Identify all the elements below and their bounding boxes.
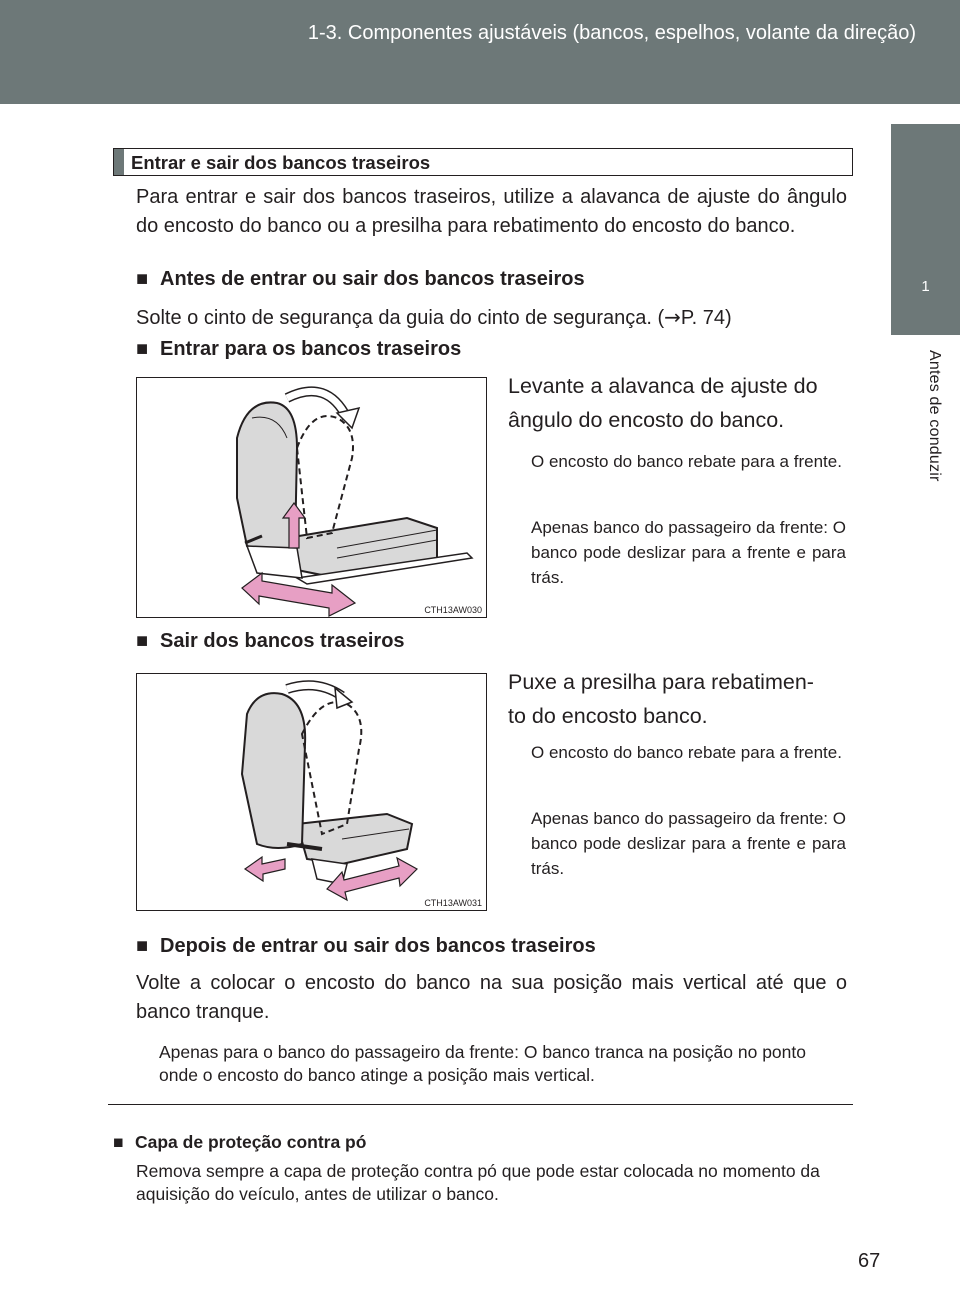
entering-note-2: Apenas banco do passageiro da frente: O banco pode deslizar para a frente e para trás. xyxy=(531,518,846,587)
page-number: 67 xyxy=(858,1250,881,1272)
subheading-dust-cover-label: Capa de proteção contra pó xyxy=(135,1132,367,1152)
dust-cover-text: Remova sempre a capa de proteção contra pó que pode estar colocada no momento da aquisição do veículo, antes de utilizar o banco. xyxy=(136,1161,820,1204)
section-title-accent xyxy=(114,149,124,175)
seat-lever-illustration xyxy=(137,378,486,617)
subheading-after-label: Depois de entrar ou sair dos bancos traseiros xyxy=(160,935,596,957)
section-title: Entrar e sair dos bancos traseiros xyxy=(131,152,431,173)
bullet-square-icon: ■ xyxy=(136,338,149,360)
bullet-square-icon: ■ xyxy=(113,1132,124,1152)
subheading-entering xyxy=(136,338,461,361)
figure-code: CTH13AW030 xyxy=(424,605,482,615)
after-text: Volte a colocar o encosto do banco na sua posição mais vertical até que o banco tranque. xyxy=(136,972,847,1023)
section-intro: Para entrar e sair dos bancos traseiros, utilize a alavanca de ajuste do ângulo do encosto do banco ou a presilha para rebatimento do encosto do banco. xyxy=(136,186,847,237)
before-text xyxy=(136,303,847,333)
exiting-step-line-1: Puxe a presilha para rebatimen- xyxy=(508,670,814,694)
bullet-square-icon: ■ xyxy=(136,268,149,290)
page-reference-link[interactable]: P. 74) xyxy=(680,307,732,329)
chapter-heading: 1-3. Componentes ajustáveis (bancos, espelhos, volante da direção) xyxy=(307,22,916,44)
exiting-step-line-2: to do encosto banco. xyxy=(508,704,708,728)
exiting-note-1: O encosto do banco rebate para a frente. xyxy=(531,743,842,762)
seat-strap-illustration xyxy=(137,674,486,910)
bullet-square-icon: ■ xyxy=(136,630,149,652)
chapter-number: 1 xyxy=(921,278,930,295)
entering-note-1: O encosto do banco rebate para a frente. xyxy=(531,452,842,471)
divider xyxy=(108,1104,853,1105)
before-text-main: Solte o cinto de segurança da guia do cinto de segurança. ( xyxy=(136,307,665,329)
entering-step-line-1: Levante a alavanca de ajuste do xyxy=(508,374,818,398)
figure-seat-lever xyxy=(136,377,487,618)
exiting-note-2: Apenas banco do passageiro da frente: O banco pode deslizar para a frente e para trás. xyxy=(531,809,846,878)
subheading-dust-cover xyxy=(113,1132,366,1153)
chapter-tab-label: Antes de conduzir xyxy=(926,350,943,482)
figure-code: CTH13AW031 xyxy=(424,898,482,908)
figure-seat-strap xyxy=(136,673,487,911)
subheading-exiting xyxy=(136,630,405,653)
page-ref-arrow-icon: → xyxy=(664,305,681,329)
subheading-after xyxy=(136,935,596,958)
page-header-bar xyxy=(0,0,960,104)
section-title-box xyxy=(113,148,853,176)
subheading-before xyxy=(136,268,585,291)
subheading-exiting-label: Sair dos bancos traseiros xyxy=(160,630,405,652)
subheading-entering-label: Entrar para os bancos traseiros xyxy=(160,338,462,360)
chapter-tab xyxy=(891,124,960,335)
after-note: Apenas para o banco do passageiro da frente: O banco tranca na posição no ponto onde o encosto do banco atinge a posição mais vertical. xyxy=(159,1042,806,1085)
bullet-square-icon: ■ xyxy=(136,935,149,957)
entering-step-line-2: ângulo do encosto do banco. xyxy=(508,408,785,432)
subheading-before-label: Antes de entrar ou sair dos bancos traseiros xyxy=(160,268,585,290)
